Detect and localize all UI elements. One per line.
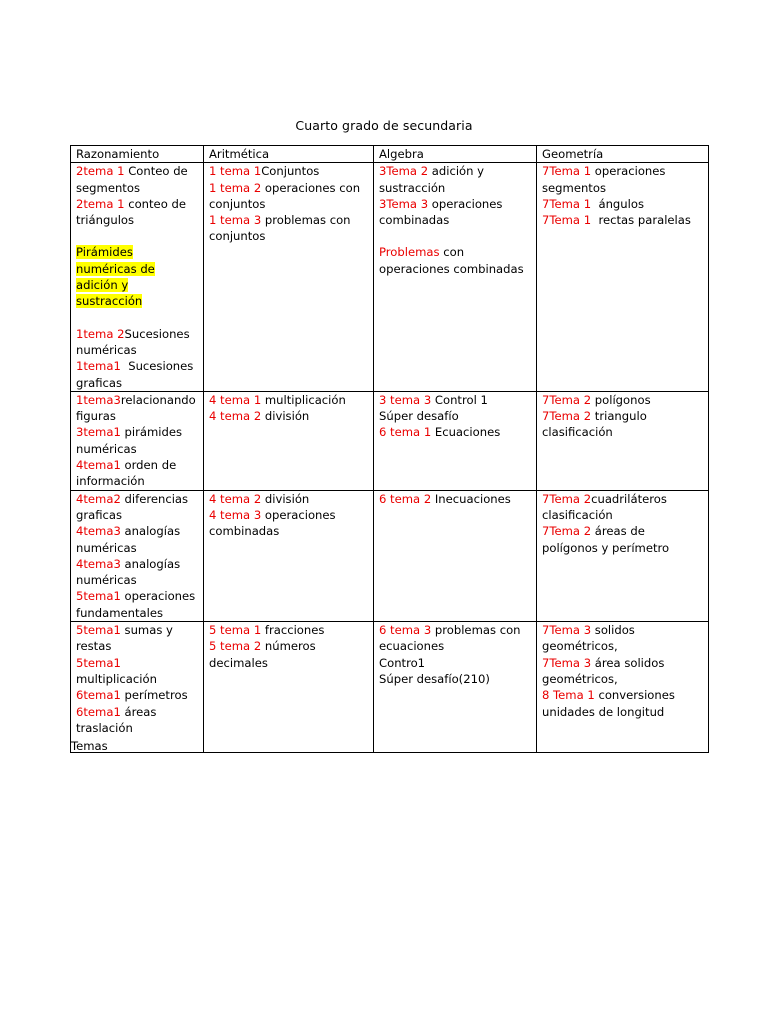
topic-code: 4tema2	[76, 491, 121, 506]
cell-line	[76, 408, 198, 424]
topic-text: sustracción	[379, 180, 446, 195]
column-header-razonamiento: Razonamiento	[71, 146, 204, 163]
cell-line	[76, 180, 198, 196]
cell-line	[76, 473, 198, 489]
cell-line	[209, 655, 368, 671]
blank-line	[76, 228, 198, 244]
topic-code: 1tema 2	[76, 326, 125, 341]
cell-line	[76, 491, 198, 507]
topic-text: polígonos	[591, 392, 651, 407]
topic-text: operaciones combinadas	[379, 261, 524, 276]
table-cell	[537, 391, 709, 490]
topic-text: Control 1	[431, 392, 488, 407]
topic-text: división	[261, 409, 310, 424]
cell-line	[209, 163, 368, 179]
cell-line	[209, 392, 368, 408]
topic-text: ecuaciones	[379, 639, 445, 654]
cell-line	[76, 163, 198, 179]
topic-text: conteo de	[124, 196, 186, 211]
topic-text: Ecuaciones	[431, 425, 501, 440]
topic-text: polígonos y perímetro	[542, 540, 670, 555]
topic-text: relacionando	[120, 392, 196, 407]
cell-line	[379, 622, 531, 638]
topic-text: figuras	[76, 409, 116, 424]
topic-text: analogías	[120, 556, 181, 571]
cell-line	[76, 588, 198, 604]
cell-line	[76, 326, 198, 342]
topic-text: Sucesiones	[124, 326, 190, 341]
topic-text: orden de	[120, 458, 177, 473]
topic-text: multiplicación	[76, 671, 157, 686]
table-cell	[71, 163, 204, 392]
topic-code: 7Tema 2	[542, 524, 592, 539]
cell-line	[209, 408, 368, 424]
topic-code: 2tema 1	[76, 196, 125, 211]
topic-text: conjuntos	[209, 196, 266, 211]
cell-line	[76, 523, 198, 539]
cell-line	[379, 261, 531, 277]
cell-line	[542, 392, 703, 408]
topic-code: 6 tema 2	[379, 491, 432, 506]
topic-text: numéricas	[76, 540, 137, 555]
cell-line	[379, 638, 531, 654]
topic-text: Conjuntos	[261, 164, 320, 179]
topic-code: 4 tema 1	[209, 392, 262, 407]
topic-text: numéricas	[76, 441, 137, 456]
cell-line	[379, 491, 531, 507]
topic-code: 7Tema 3	[542, 655, 592, 670]
topic-text: Contro1	[379, 655, 426, 670]
table-cell	[71, 391, 204, 490]
topic-code: 4 tema 2	[209, 409, 262, 424]
cell-line	[76, 622, 198, 638]
topic-text: problemas con	[431, 623, 521, 638]
topic-code: 6 tema 1	[379, 425, 432, 440]
cell-line	[379, 212, 531, 228]
topic-text: fracciones	[261, 623, 325, 638]
topic-text: solidos	[591, 623, 635, 638]
cell-line	[76, 704, 198, 720]
topic-code: 4tema1	[76, 458, 121, 473]
topic-text: rectas paralelas	[591, 213, 691, 228]
cell-line	[76, 212, 198, 228]
blank-line	[379, 228, 531, 244]
blank-line	[76, 310, 198, 326]
cell-line	[209, 507, 368, 523]
topic-text: unidades de longitud	[542, 704, 665, 719]
topic-text: Sucesiones	[120, 359, 194, 374]
cell-line	[379, 671, 531, 687]
topic-code: 4tema3	[76, 524, 121, 539]
table-cell	[374, 163, 537, 392]
cell-line	[209, 523, 368, 539]
column-header-geometria: Geometría	[537, 146, 709, 163]
topic-code: 7Tema 2	[542, 409, 592, 424]
topic-code: 4 tema 3	[209, 507, 262, 522]
topic-text: Súper desafío	[379, 409, 459, 424]
topic-text: operaciones	[428, 196, 503, 211]
topic-text: áreas	[120, 704, 157, 719]
cell-line	[542, 638, 703, 654]
topic-text: fundamentales	[76, 605, 164, 620]
topic-text: geométricos,	[542, 639, 618, 654]
cell-line	[542, 196, 703, 212]
cell-line	[76, 392, 198, 408]
topic-text: áreas de	[591, 524, 645, 539]
cell-line	[76, 671, 198, 687]
cell-line	[76, 441, 198, 457]
cell-line	[379, 655, 531, 671]
curriculum-table	[70, 145, 709, 753]
topic-text: perímetros	[120, 688, 188, 703]
cell-line	[542, 424, 703, 440]
topic-text: geométricos,	[542, 671, 618, 686]
topic-text: combinadas	[209, 524, 280, 539]
topic-code: 2tema 1	[76, 164, 125, 179]
cell-line	[542, 622, 703, 638]
cell-line	[542, 212, 703, 228]
page-title: Cuarto grado de secundaria	[295, 118, 473, 133]
column-header-aritmetica: Aritmética	[204, 146, 374, 163]
topic-code: 3Tema 3	[379, 196, 429, 211]
topic-code: 5 tema 2	[209, 639, 262, 654]
topic-text: operaciones con	[261, 180, 361, 195]
cell-line	[379, 424, 531, 440]
cell-line	[209, 638, 368, 654]
topic-code: 7Tema 1	[542, 213, 592, 228]
topic-code: 1 tema 1	[209, 164, 262, 179]
topic-code: 3tema1	[76, 425, 121, 440]
table-cell	[204, 163, 374, 392]
cell-line	[76, 424, 198, 440]
topic-code: 4tema3	[76, 556, 121, 571]
cell-line	[76, 720, 198, 736]
table-cell	[374, 622, 537, 753]
topic-code: 8 Tema 1	[542, 688, 595, 703]
topic-code: 1 tema 3	[209, 213, 262, 228]
topic-text: conversiones	[594, 688, 675, 703]
topic-code: 6tema1	[76, 688, 121, 703]
table-cell	[204, 622, 374, 753]
cell-line	[76, 655, 198, 671]
highlighted-text: adición y sustracción	[76, 278, 143, 309]
topic-text: segmentos	[76, 180, 140, 195]
cell-line	[542, 180, 703, 196]
table-row	[71, 622, 709, 753]
topic-code: 7Tema 1	[542, 164, 592, 179]
footer-label: Temas	[71, 739, 108, 753]
cell-line	[209, 212, 368, 228]
topic-text: ángulos	[591, 196, 644, 211]
cell-line	[542, 704, 703, 720]
cell-line	[76, 375, 198, 391]
cell-line	[542, 507, 703, 523]
topic-text: diferencias	[120, 491, 189, 506]
topic-text: sumas y	[120, 623, 173, 638]
cell-line	[542, 491, 703, 507]
topic-text: división	[261, 491, 310, 506]
cell-line	[379, 244, 531, 260]
topic-code: 1tema1	[76, 359, 121, 374]
topic-text: operaciones	[591, 164, 666, 179]
table-cell	[71, 622, 204, 753]
topic-text: numéricas	[76, 573, 137, 588]
cell-line	[76, 261, 198, 277]
cell-line	[76, 244, 198, 260]
topic-text: Inecuaciones	[431, 491, 511, 506]
topic-text: analogías	[120, 524, 181, 539]
topic-text: Súper desafío(210)	[379, 671, 490, 686]
cell-line	[76, 540, 198, 556]
topic-code: 5tema1	[76, 623, 121, 638]
table-row	[71, 490, 709, 621]
cell-line	[542, 523, 703, 539]
topic-text: Conteo de	[124, 164, 188, 179]
table-cell	[204, 490, 374, 621]
highlighted-text: Pirámides	[76, 245, 133, 260]
cell-line	[542, 540, 703, 556]
cell-line	[76, 196, 198, 212]
topic-text: triángulos	[76, 213, 135, 228]
topic-text: traslación	[76, 720, 133, 735]
topic-text: segmentos	[542, 180, 606, 195]
topic-text: numéricas	[76, 342, 137, 357]
table-cell	[204, 391, 374, 490]
table-cell	[71, 490, 204, 621]
column-header-algebra: Algebra	[374, 146, 537, 163]
topic-text: multiplicación	[261, 392, 346, 407]
cell-line	[76, 507, 198, 523]
topic-code: 1 tema 2	[209, 180, 262, 195]
table-row	[71, 163, 709, 392]
cell-line	[542, 687, 703, 703]
cell-line	[76, 342, 198, 358]
topic-text: con	[439, 245, 465, 260]
topic-code: 1tema3	[76, 392, 121, 407]
topic-text: operaciones	[261, 507, 336, 522]
cell-line	[379, 196, 531, 212]
cell-line	[542, 671, 703, 687]
topic-text: clasificación	[542, 425, 613, 440]
cell-line	[209, 180, 368, 196]
topic-code: 7Tema 3	[542, 623, 592, 638]
topic-text: operaciones	[120, 589, 196, 604]
cell-line	[76, 638, 198, 654]
cell-line	[542, 163, 703, 179]
cell-line	[76, 687, 198, 703]
table-row	[71, 391, 709, 490]
topic-code: 7Tema 2	[542, 491, 592, 506]
topic-text: combinadas	[379, 213, 450, 228]
cell-line	[76, 605, 198, 621]
topic-text: graficas	[76, 375, 123, 390]
topic-code: 6 tema 3	[379, 623, 432, 638]
cell-line	[76, 572, 198, 588]
cell-line	[379, 408, 531, 424]
cell-line	[209, 491, 368, 507]
cell-line	[209, 228, 368, 244]
cell-line	[76, 457, 198, 473]
table-cell	[537, 622, 709, 753]
cell-line	[76, 277, 198, 310]
topic-text: números	[261, 639, 316, 654]
topic-text: cuadriláteros	[591, 491, 667, 506]
topic-text: área solidos	[591, 655, 665, 670]
topic-text: triangulo	[591, 409, 647, 424]
cell-line	[209, 196, 368, 212]
topic-text: restas	[76, 639, 112, 654]
topic-code: 6tema1	[76, 704, 121, 719]
topic-code: 3Tema 2	[379, 164, 429, 179]
topic-text: graficas	[76, 507, 123, 522]
header-row	[71, 146, 709, 163]
topic-text: adición y	[428, 164, 485, 179]
topic-code: Problemas	[379, 245, 440, 260]
table-cell	[374, 391, 537, 490]
cell-line	[542, 408, 703, 424]
cell-line	[379, 180, 531, 196]
topic-code: 7Tema 1	[542, 196, 592, 211]
topic-code: 5tema1	[76, 655, 121, 670]
topic-text: información	[76, 474, 145, 489]
topic-code: 4 tema 2	[209, 491, 262, 506]
highlighted-text: numéricas de	[76, 261, 155, 276]
table-cell	[374, 490, 537, 621]
table-cell	[537, 163, 709, 392]
topic-code: 5tema1	[76, 589, 121, 604]
topic-code: 7Tema 2	[542, 392, 592, 407]
topic-text: pirámides	[120, 425, 183, 440]
topic-code: 3 tema 3	[379, 392, 432, 407]
cell-line	[542, 655, 703, 671]
cell-line	[209, 622, 368, 638]
topic-code: 5 tema 1	[209, 623, 262, 638]
topic-text: problemas con	[261, 213, 351, 228]
cell-line	[76, 556, 198, 572]
topic-text: clasificación	[542, 507, 613, 522]
table-cell	[537, 490, 709, 621]
cell-line	[379, 392, 531, 408]
cell-line	[76, 358, 198, 374]
topic-text: decimales	[209, 655, 268, 670]
cell-line	[379, 163, 531, 179]
topic-text: conjuntos	[209, 229, 266, 244]
